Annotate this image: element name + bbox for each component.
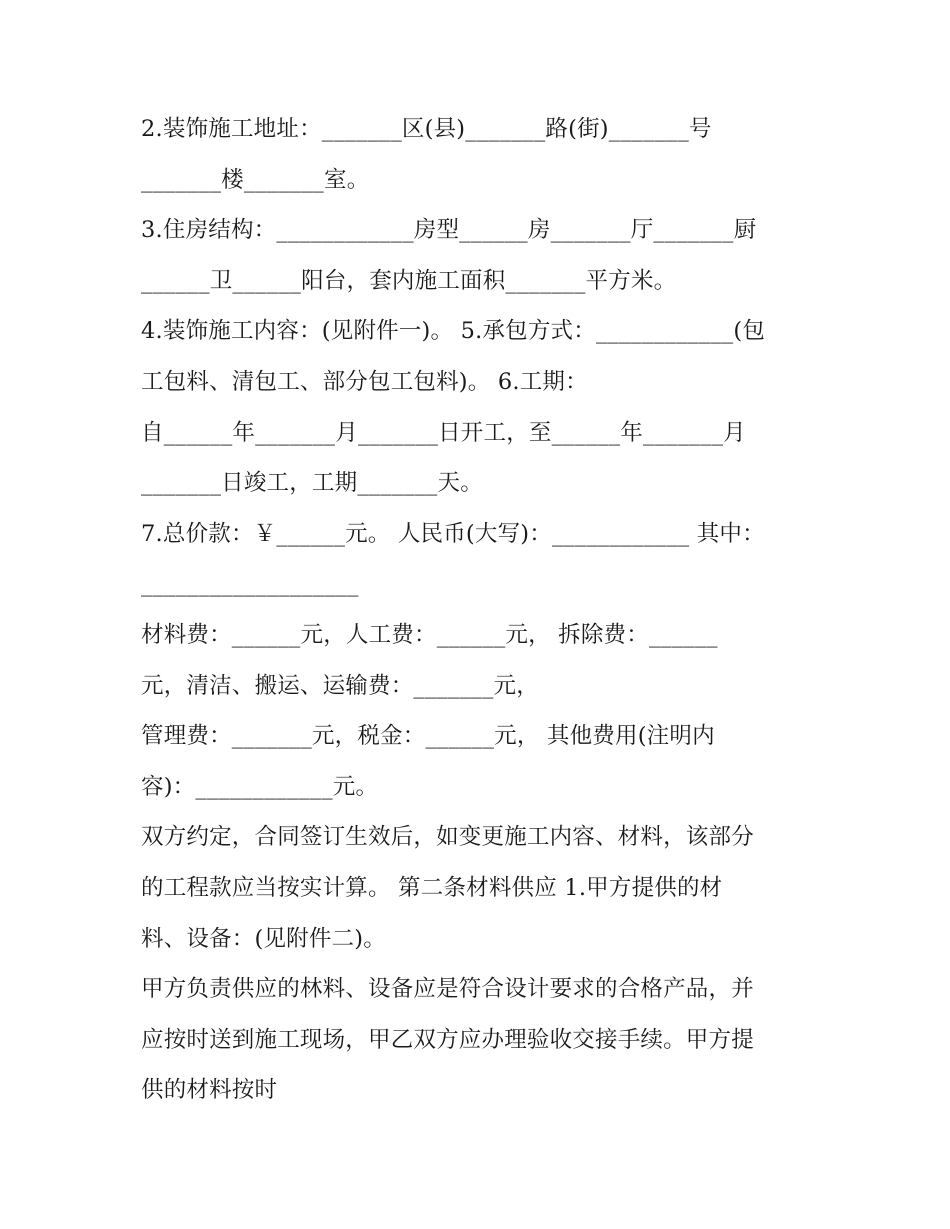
text-line-housing-structure: 3.住房结构：____________房型______房_______厅_______厨 (141, 217, 757, 244)
text-line-address-district: 2.装饰施工地址：_______区(县)_______路(街)_______号 (141, 116, 712, 142)
text-line-construction-content: 4.装饰施工内容：(见附件一)。 5.承包方式：____________(包 (141, 318, 766, 345)
text-line-total-price-blank: ___________________ (141, 571, 359, 598)
text-line-materials-equipment: 料、设备：(见附件二)。 (141, 925, 386, 952)
text-line-agreement-2: 的工程款应当按实计算。 第二条材料供应 1.甲方提供的材 (141, 874, 723, 901)
text-line-materials-supply-1: 甲方负责供应的林料、设备应是符合设计要求的合格产品，并 (141, 976, 754, 1003)
text-line-address-building: _______楼_______室。 (141, 166, 370, 193)
text-line-schedule-end: _______日竣工，工期_______天。 (141, 470, 483, 497)
text-line-agreement-1: 双方约定，合同签订生效后，如变更施工内容、材料，该部分 (141, 824, 754, 851)
contract-text-body (141, 104, 821, 1116)
text-line-fee-breakdown-3: 管理费：_______元，税金：______元， 其他费用(注明内 (141, 723, 715, 750)
text-line-materials-supply-2: 应按时送到施工现场，甲乙双方应办理验收交接手续。甲方提 (141, 1026, 754, 1053)
text-line-schedule-start: 自______年_______月_______日开工，至______年_______月 (141, 419, 746, 446)
text-line-contract-mode: 工包料、清包工、部分包工包料)。 6.工期： (141, 368, 588, 395)
text-line-fee-breakdown-4: 容)：____________元。 (141, 773, 379, 800)
text-line-fee-breakdown-2: 元，清洁、搬运、运输费：_______元， (141, 672, 539, 699)
text-line-housing-area: ______卫______阳台，套内施工面积_______平方米。 (141, 267, 677, 294)
text-line-materials-supply-3: 供的材料按时 (141, 1077, 278, 1104)
text-line-total-price: 7.总价款：￥______元。 人民币(大写)：____________ 其中： (141, 520, 765, 547)
text-line-fee-breakdown-1: 材料费：______元，人工费：______元， 拆除费：______ (141, 621, 718, 648)
